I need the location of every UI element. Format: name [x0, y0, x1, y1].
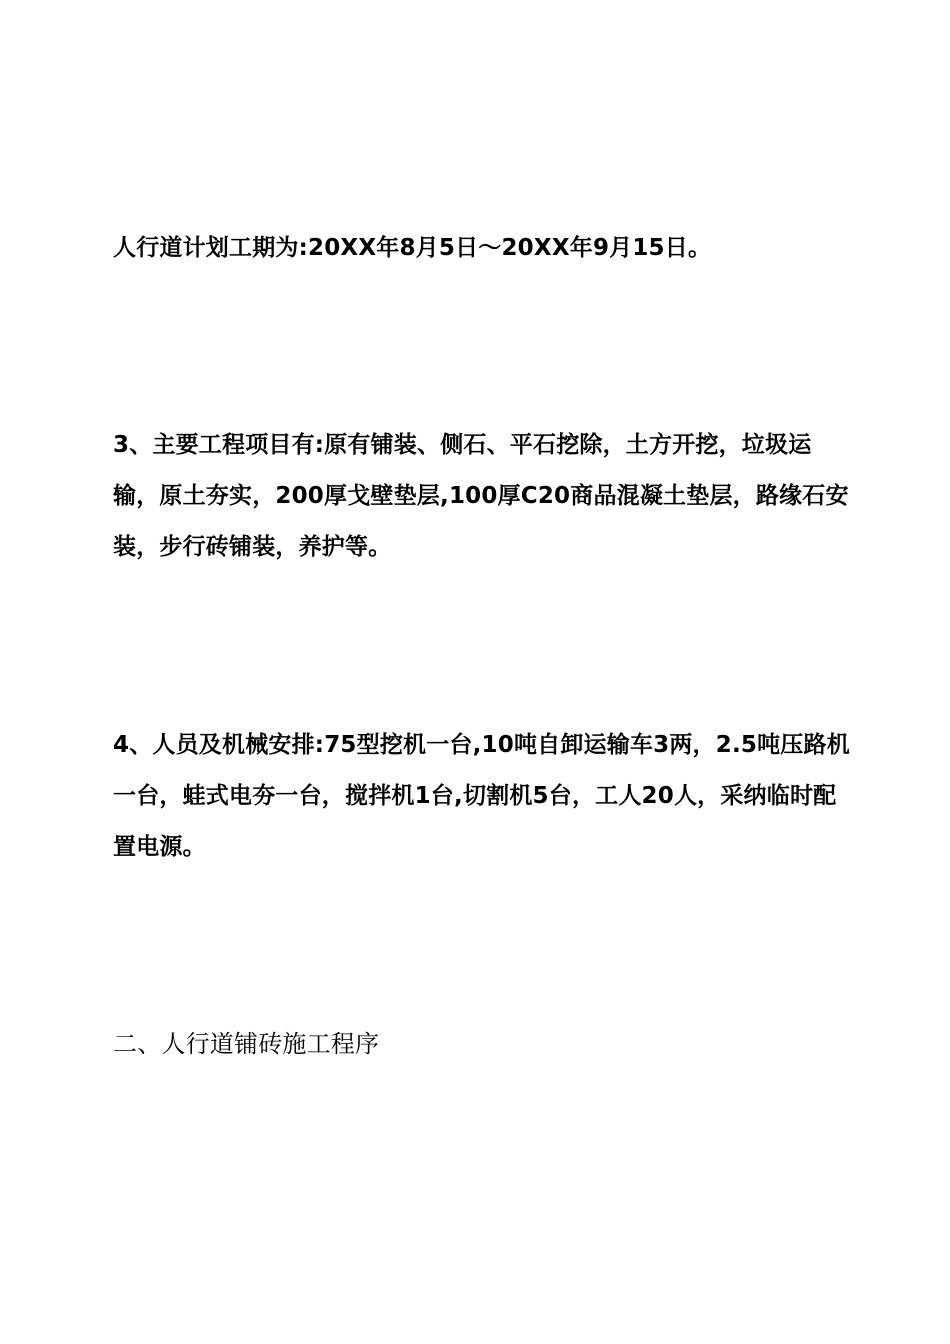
- paragraph-schedule: 人行道计划工期为:20XX年8月5日～20XX年9月15日。: [113, 235, 712, 261]
- paragraph-staff-and-machinery: 4、人员及机械安排:75型挖机一台,10吨自卸运输车3两，2.5吨压路机一台，蛙式电夯一台，搅拌机1台,切割机5台，工人20人，采纳临时配置电源。: [113, 732, 850, 860]
- section-heading: 二、人行道铺砖施工程序: [113, 1030, 380, 1058]
- paragraph-main-work-items: 3、主要工程项目有:原有铺装、侧石、平石挖除，土方开挖，垃圾运输，原土夯实，200厚戈壁垫层,100厚C20商品混凝土垫层，路缘石安装，步行砖铺装，养护等。: [113, 432, 849, 560]
